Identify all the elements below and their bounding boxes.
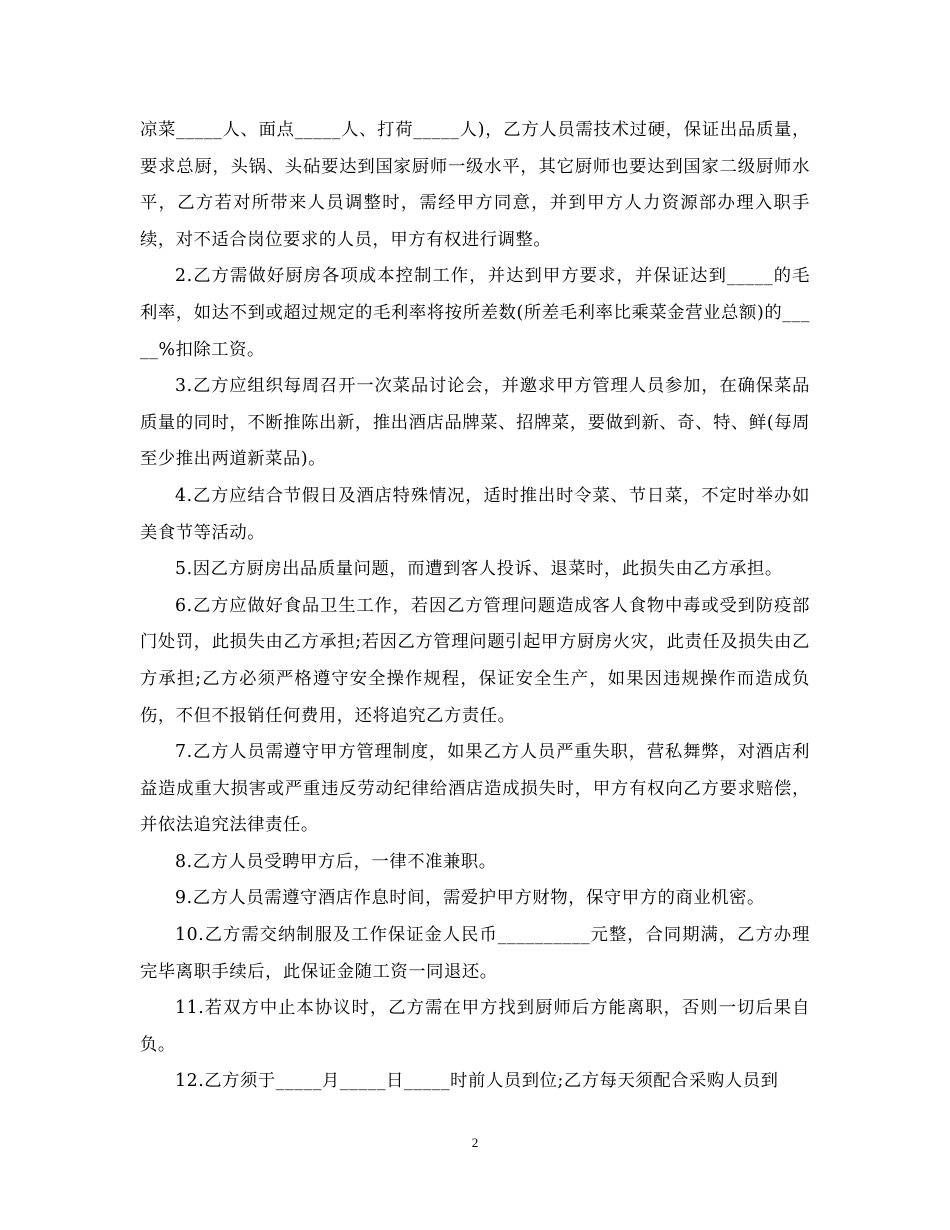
paragraph-clause-10-deposit: 10.乙方需交纳制服及工作保证金人民币__________元整，合同期满，乙方办理完毕离职手续后，此保证金随工资一同退还。 bbox=[140, 925, 810, 982]
paragraph-clause-7-management-rules: 7.乙方人员需遵守甲方管理制度，如果乙方人员严重失职，营私舞弊，对酒店利益造成重大损害或严重违反劳动纪律给酒店造成损失时，甲方有权向乙方要求赔偿，并依法追究法律责任。 bbox=[140, 742, 810, 836]
paragraph-clause-5-complaints: 5.因乙方厨房出品质量问题，而遭到客人投诉、退菜时，此损失由乙方承担。 bbox=[175, 559, 783, 580]
paragraph-staff-quality: 凉菜_____人、面点_____人、打荷_____人)，乙方人员需技术过硬，保证出品质量，要求总厨，头锅、头砧要达到国家厨师一级水平，其它厨师也要达到国家二级厨师水平，乙方若对所带来人员调整时，需经甲方同意，并到甲方人力资源部办理入职手续，对不适合岗位要求的人员，甲方有权进行调整。 bbox=[140, 120, 810, 250]
document-body bbox=[140, 112, 810, 1100]
paragraph-clause-9-work-hours: 9.乙方人员需遵守酒店作息时间，需爱护甲方财物，保守甲方的商业机密。 bbox=[175, 888, 765, 909]
paragraph-clause-4-seasonal-dishes: 4.乙方应结合节假日及酒店特殊情况，适时推出时令菜、节日菜，不定时举办如美食节等活动。 bbox=[140, 485, 810, 543]
paragraph-clause-6-food-safety: 6.乙方应做好食品卫生工作，若因乙方管理问题造成客人食物中毒或受到防疫部门处罚，此损失由乙方承担;若因乙方管理问题引起甲方厨房火灾，此责任及损失由乙方承担;乙方必须严格遵守安全操作规程，保证安全生产，如果因违规操作而造成负伤，不但不报销任何费用，还将追究乙方责任。 bbox=[140, 595, 810, 726]
paragraph-clause-3-menu-meeting: 3.乙方应组织每周召开一次菜品讨论会，并邀求甲方管理人员参加，在确保菜品质量的同时，不断推陈出新，推出酒店品牌菜、招牌菜，要做到新、奇、特、鲜(每周至少推出两道新菜品)。 bbox=[140, 376, 810, 470]
paragraph-clause-2-cost-control: 2.乙方需做好厨房各项成本控制工作，并达到甲方要求，并保证达到_____的毛利率，如达不到或超过规定的毛利率将按所差数(所差毛利率比乘菜金营业总额)的_____%扣除工资。 bbox=[140, 266, 810, 360]
paragraph-clause-8-no-side-jobs: 8.乙方人员受聘甲方后，一律不准兼职。 bbox=[175, 851, 497, 872]
paragraph-clause-12-start-date: 12.乙方须于_____月_____日_____时前人员到位;乙方每天须配合采购人员到 bbox=[175, 1071, 779, 1092]
paragraph-clause-11-termination: 11.若双方中止本协议时，乙方需在甲方找到厨师后方能离职，否则一切后果自负。 bbox=[140, 998, 810, 1055]
page-number: 2 bbox=[471, 1135, 479, 1150]
